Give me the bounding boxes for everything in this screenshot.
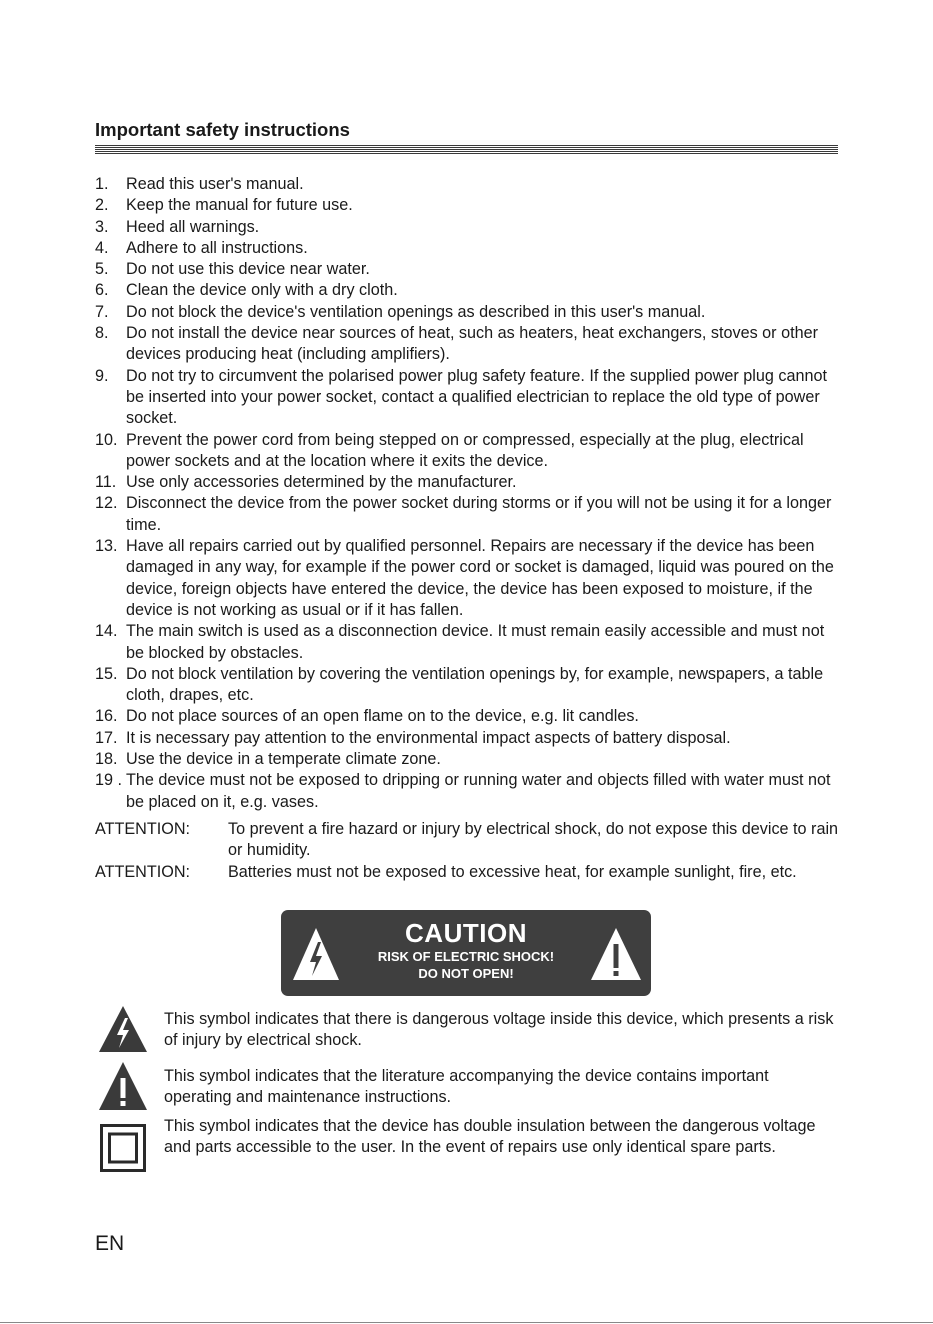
item-number: 9. <box>95 366 109 385</box>
list-item <box>95 621 840 664</box>
attention-note <box>95 862 840 883</box>
item-number: 2. <box>95 196 109 215</box>
symbol-text: This symbol indicates that there is dangerous voltage inside this device, which presents a risk of injury by electrical shock. <box>164 1010 834 1050</box>
exclamation-triangle-icon <box>589 926 643 982</box>
caution-line-2: DO NOT OPEN! <box>418 966 514 981</box>
attention-label: ATTENTION: <box>95 863 191 881</box>
symbol-text: This symbol indicates that the literature accompanying the device contains important operating and maintenance instructions. <box>164 1067 769 1107</box>
item-text: Do not try to circumvent the polarised power plug safety feature. If the supplied power plug cannot be inserted into your power socket, contact a qualified electrician to replace the old type of power socket. <box>126 366 827 428</box>
item-text: Do not block the device's ventilation openings as described in this user's manual. <box>126 302 706 321</box>
item-text: It is necessary pay attention to the environmental impact aspects of battery disposal. <box>126 728 731 747</box>
list-item <box>95 259 840 280</box>
item-text: The main switch is used as a disconnection device. It must remain easily accessible and must not be blocked by obstacles. <box>126 622 825 662</box>
item-text: Have all repairs carried out by qualified personnel. Repairs are necessary if the device has been damaged in any way, for example if the power cord or socket is damaged, liquid was poured on the device, foreign objects have entered the device, the device has been exposed to moisture, if the device is not working as usual or if it has fallen. <box>126 537 834 619</box>
item-text: Do not block ventilation by covering the ventilation openings by, for example, newspapers, a table cloth, drapes, etc. <box>126 664 824 705</box>
item-text: Do not install the device near sources of heat, such as heaters, heat exchangers, stoves or other devices producing heat (including amplifiers). <box>126 324 818 364</box>
item-text: Keep the manual for future use. <box>126 196 353 215</box>
item-text: Do not place sources of an open flame on to the device, e.g. lit candles. <box>126 707 639 726</box>
item-number: 7. <box>95 302 109 321</box>
item-text: Disconnect the device from the power socket during storms or if you will not be using it for a longer time. <box>126 494 832 534</box>
item-text: Heed all warnings. <box>126 217 260 236</box>
item-number: 15. <box>95 664 118 683</box>
attention-label: ATTENTION: <box>95 820 191 838</box>
attention-text: To prevent a fire hazard or injury by electrical shock, do not expose this device to rain or humidity. <box>228 820 839 860</box>
item-number: 4. <box>95 238 109 257</box>
list-item <box>95 493 840 536</box>
caution-label <box>281 910 651 996</box>
item-text: Clean the device only with a dry cloth. <box>126 281 398 300</box>
list-item <box>95 706 840 727</box>
list-item <box>95 536 840 621</box>
list-item <box>95 749 840 770</box>
attention-text: Batteries must not be exposed to excessive heat, for example sunlight, fire, etc. <box>228 863 797 881</box>
item-number: 14. <box>95 622 118 641</box>
attention-note <box>95 819 840 862</box>
item-number: 3. <box>95 217 109 236</box>
item-text: Prevent the power cord from being stepped on or compressed, especially at the plug, electrical power sockets and at the location where it exits the device. <box>126 430 804 470</box>
title-underline <box>95 145 838 154</box>
item-text: Use the device in a temperate climate zone. <box>126 750 441 769</box>
symbol-row <box>95 1009 840 1052</box>
item-number: 12. <box>95 494 118 513</box>
item-number: 8. <box>95 324 109 343</box>
item-text: Use only accessories determined by the manufacturer. <box>126 473 517 492</box>
list-item <box>95 238 840 259</box>
exclamation-triangle-icon <box>98 1061 148 1111</box>
list-item <box>95 472 840 493</box>
caution-title: CAUTION <box>405 918 527 948</box>
list-item <box>95 366 840 430</box>
list-item <box>95 728 840 749</box>
item-number: 16. <box>95 707 118 726</box>
list-item <box>95 302 840 323</box>
item-number: 13. <box>95 537 118 556</box>
item-text: The device must not be exposed to dripping or running water and objects filled with water must not be placed on it, e.g. vases. <box>126 771 831 811</box>
list-item <box>95 664 840 707</box>
item-number: 6. <box>95 281 109 300</box>
item-text: Adhere to all instructions. <box>126 238 308 257</box>
list-item <box>95 217 840 238</box>
item-number: 17. <box>95 728 118 747</box>
list-item <box>95 195 840 216</box>
safety-list <box>95 174 840 813</box>
caution-line-1: RISK OF ELECTRIC SHOCK! <box>377 949 555 964</box>
list-item <box>95 323 840 366</box>
item-number: 19 . <box>95 771 123 790</box>
item-text: Read this user's manual. <box>126 175 304 193</box>
double-square-icon <box>100 1124 146 1172</box>
item-text: Do not use this device near water. <box>126 260 370 279</box>
page-bottom-rule <box>0 1322 933 1323</box>
symbol-text: This symbol indicates that the device has double insulation between the dangerous voltage and parts accessible to the user. In the event of repairs use only identical spare parts. <box>164 1117 816 1157</box>
symbol-row <box>95 1116 840 1159</box>
lightning-triangle-icon <box>98 1005 148 1053</box>
list-item <box>95 280 840 301</box>
item-number: 11. <box>95 473 117 492</box>
list-item <box>95 174 840 195</box>
item-number: 1. <box>95 175 109 193</box>
list-item <box>95 770 840 813</box>
list-item <box>95 430 840 473</box>
symbol-row <box>95 1066 840 1109</box>
page-title: Important safety instructions <box>95 119 350 140</box>
item-number: 10. <box>95 430 118 449</box>
language-code: EN <box>95 1232 125 1255</box>
item-number: 18. <box>95 750 118 769</box>
item-number: 5. <box>95 260 109 279</box>
